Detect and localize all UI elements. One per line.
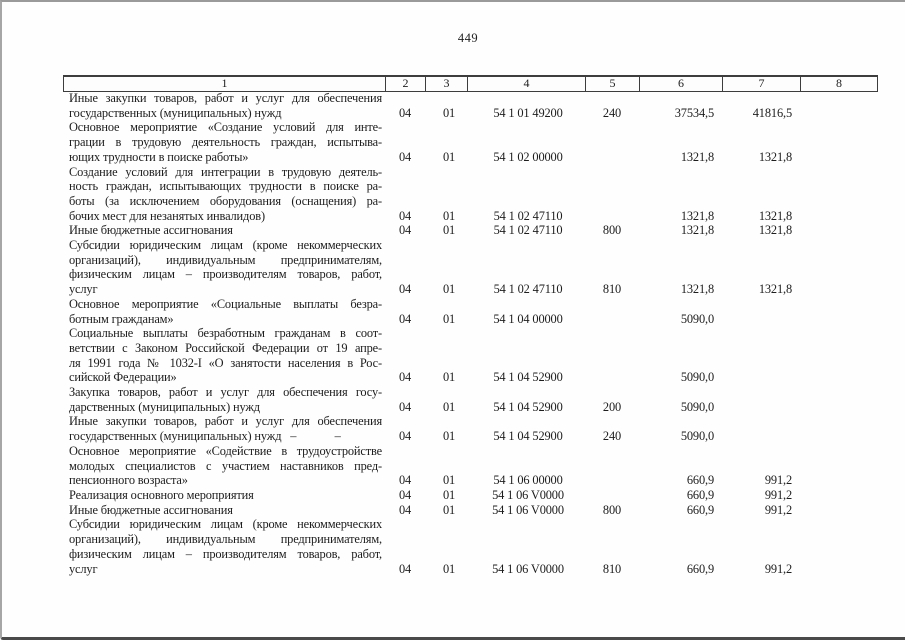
target-item-code: 54 1 06 V0000	[492, 487, 564, 502]
amount-year-2: 991,2	[764, 473, 792, 488]
section-code: 04	[398, 502, 412, 517]
amount-year-1: 1321,8	[680, 208, 714, 223]
row-description	[63, 165, 385, 224]
amount-year-1: 37534,5	[674, 105, 714, 120]
description-line: Создание условий для интеграции в трудовую деятель-	[69, 164, 382, 179]
expense-type-code: 810	[602, 561, 622, 576]
description-line: государственных (муниципальных) нужд	[69, 105, 282, 120]
description-line: Закупка товаров, работ и услуг для обеспечения госу-	[69, 385, 382, 400]
row-description	[63, 120, 385, 164]
table-row	[63, 91, 876, 120]
description-line: ность граждан, испытывающих трудности в поиске ра-	[69, 179, 382, 194]
section-code: 04	[398, 561, 412, 576]
budget-table-body	[63, 91, 876, 576]
description-line: Основное мероприятие «Содействие в трудоустройстве	[69, 443, 382, 458]
description-line: бочих мест для незанятых инвалидов)	[69, 208, 265, 223]
description-line: организаций), индивидуальным предпринимателям,	[69, 252, 382, 267]
description-line: молодых специалистов с участием наставников пред-	[69, 458, 382, 473]
empty-col-8	[800, 325, 876, 326]
target-item-code: 54 1 01 49200	[493, 105, 563, 120]
table-row	[63, 326, 876, 385]
amount-year-1: 660,9	[686, 487, 714, 502]
description-line: Иные бюджетные ассигнования	[69, 502, 233, 517]
amount-year-2: 1321,8	[758, 223, 792, 238]
subsection-code: 01	[442, 370, 456, 385]
section-code: 04	[398, 311, 412, 326]
section-code: 04	[398, 473, 412, 488]
amount-year-2: 991,2	[764, 561, 792, 576]
section-code: 04	[398, 223, 412, 238]
empty-col-8	[800, 413, 876, 414]
amount-year-1: 5090,0	[680, 370, 714, 385]
description-line: дарственных (муниципальных) нужд	[69, 399, 260, 414]
empty-col-8	[800, 487, 876, 488]
description-line: сийской Федерации»	[69, 370, 177, 385]
table-header-row	[63, 75, 878, 92]
table-row	[63, 503, 876, 518]
amount-year-1: 1321,8	[680, 282, 714, 297]
description-line: боты (за исключением оборудования (оснащения) ра-	[69, 193, 382, 208]
expense-type-code: 800	[602, 223, 622, 238]
target-item-code: 54 1 02 47110	[493, 223, 563, 238]
row-description	[63, 414, 385, 443]
description-line: организаций), индивидуальным предпринимателям,	[69, 532, 382, 547]
description-line: Иные закупки товаров, работ и услуг для обеспечения	[69, 91, 382, 105]
column-header-7: 7	[723, 77, 801, 91]
subsection-code: 01	[442, 311, 456, 326]
row-description	[63, 444, 385, 488]
empty-col-8	[800, 443, 876, 444]
target-item-code: 54 1 02 47110	[493, 208, 563, 223]
description-line: ля 1991 года № 1032-I «О занятости населения в Рос-	[69, 355, 382, 370]
amount-year-1: 5090,0	[680, 429, 714, 444]
row-description	[63, 223, 385, 238]
table-row	[63, 517, 876, 576]
amount-year-1: 5090,0	[680, 399, 714, 414]
subsection-code: 01	[442, 223, 456, 238]
column-header-3: 3	[426, 77, 468, 91]
empty-col-8	[800, 502, 876, 503]
empty-col-8	[800, 575, 876, 576]
description-line: государственных (муниципальных) нужд – –	[69, 429, 341, 444]
subsection-code: 01	[442, 561, 456, 576]
description-line: услуг	[69, 282, 98, 297]
empty-col-8	[800, 164, 876, 165]
subsection-code: 01	[442, 208, 456, 223]
description-line: Иные бюджетные ассигнования	[69, 223, 233, 238]
column-header-4: 4	[468, 77, 586, 91]
amount-year-2: 1321,8	[758, 149, 792, 164]
expense-type-code: 240	[602, 429, 622, 444]
table-row	[63, 488, 876, 503]
description-line: Иные закупки товаров, работ и услуг для обеспечения	[69, 414, 382, 429]
table-row	[63, 385, 876, 414]
subsection-code: 01	[442, 399, 456, 414]
subsection-code: 01	[442, 282, 456, 297]
amount-year-2: 991,2	[764, 487, 792, 502]
page-number: 449	[457, 31, 479, 45]
table-row	[63, 297, 876, 326]
subsection-code: 01	[442, 487, 456, 502]
target-item-code: 54 1 06 V0000	[492, 502, 564, 517]
target-item-code: 54 1 04 00000	[493, 311, 563, 326]
subsection-code: 01	[442, 429, 456, 444]
table-row	[63, 414, 876, 443]
table-row	[63, 238, 876, 297]
description-line: физическим лицам – производителям товаров, работ,	[69, 546, 382, 561]
subsection-code: 01	[442, 105, 456, 120]
description-line: Социальные выплаты безработным гражданам в соот-	[69, 326, 382, 341]
amount-year-1: 5090,0	[680, 311, 714, 326]
target-item-code: 54 1 06 V0000	[492, 561, 564, 576]
empty-col-8	[800, 237, 876, 238]
empty-col-8	[800, 384, 876, 385]
row-description	[63, 517, 385, 576]
section-code: 04	[398, 487, 412, 502]
amount-year-1: 1321,8	[680, 223, 714, 238]
description-line: услуг	[69, 561, 98, 576]
column-header-2: 2	[386, 77, 426, 91]
amount-year-1: 660,9	[686, 561, 714, 576]
description-line: Субсидии юридическим лицам (кроме некоммерческих	[69, 517, 382, 532]
section-code: 04	[398, 149, 412, 164]
description-line: ющих трудности в поиске работы»	[69, 149, 249, 164]
description-line: физическим лицам – производителям товаров, работ,	[69, 267, 382, 282]
row-description	[63, 385, 385, 414]
table-row	[63, 165, 876, 224]
section-code: 04	[398, 282, 412, 297]
amount-year-2: 1321,8	[758, 282, 792, 297]
empty-col-8	[800, 222, 876, 223]
expense-type-code: 810	[602, 282, 622, 297]
column-header-8: 8	[836, 77, 842, 90]
amount-year-1: 660,9	[686, 502, 714, 517]
row-description	[63, 238, 385, 297]
target-item-code: 54 1 02 47110	[493, 282, 563, 297]
description-line: ветствии с Законом Российской Федерации от 19 апре-	[69, 340, 382, 355]
empty-col-8	[800, 119, 876, 120]
row-description	[63, 91, 385, 120]
target-item-code: 54 1 04 52900	[493, 370, 563, 385]
column-header-1: 1	[64, 77, 386, 91]
description-line: Основное мероприятие «Создание условий для инте-	[69, 120, 382, 135]
empty-col-8	[800, 296, 876, 297]
section-code: 04	[398, 399, 412, 414]
section-code: 04	[398, 429, 412, 444]
column-header-6: 6	[640, 77, 723, 91]
description-line: Субсидии юридическим лицам (кроме некоммерческих	[69, 238, 382, 253]
section-code: 04	[398, 370, 412, 385]
description-line: пенсионного возраста»	[69, 473, 188, 488]
expense-type-code: 800	[602, 502, 622, 517]
amount-year-2: 991,2	[764, 502, 792, 517]
target-item-code: 54 1 04 52900	[493, 429, 563, 444]
section-code: 04	[398, 105, 412, 120]
target-item-code: 54 1 02 00000	[493, 149, 563, 164]
row-description	[63, 488, 385, 503]
section-code: 04	[398, 208, 412, 223]
row-description	[63, 326, 385, 385]
target-item-code: 54 1 04 52900	[493, 399, 563, 414]
expense-type-code: 200	[602, 399, 622, 414]
amount-year-1: 1321,8	[680, 149, 714, 164]
empty-col-8	[800, 516, 876, 517]
subsection-code: 01	[442, 149, 456, 164]
amount-year-1: 660,9	[686, 473, 714, 488]
description-line: Основное мероприятие «Социальные выплаты безра-	[69, 296, 382, 311]
subsection-code: 01	[442, 502, 456, 517]
table-row	[63, 223, 876, 238]
target-item-code: 54 1 06 00000	[493, 473, 563, 488]
table-row	[63, 444, 876, 488]
subsection-code: 01	[442, 473, 456, 488]
expense-type-code: 240	[602, 105, 622, 120]
row-description	[63, 297, 385, 326]
description-line: ботным гражданам»	[69, 311, 174, 326]
row-description	[63, 503, 385, 518]
description-line: Реализация основного мероприятия	[69, 487, 254, 502]
description-line: грации в трудовую деятельность граждан, испытыва-	[69, 135, 382, 150]
column-header-5: 5	[586, 77, 640, 91]
amount-year-2: 1321,8	[758, 208, 792, 223]
table-row	[63, 120, 876, 164]
amount-year-2: 41816,5	[752, 105, 792, 120]
